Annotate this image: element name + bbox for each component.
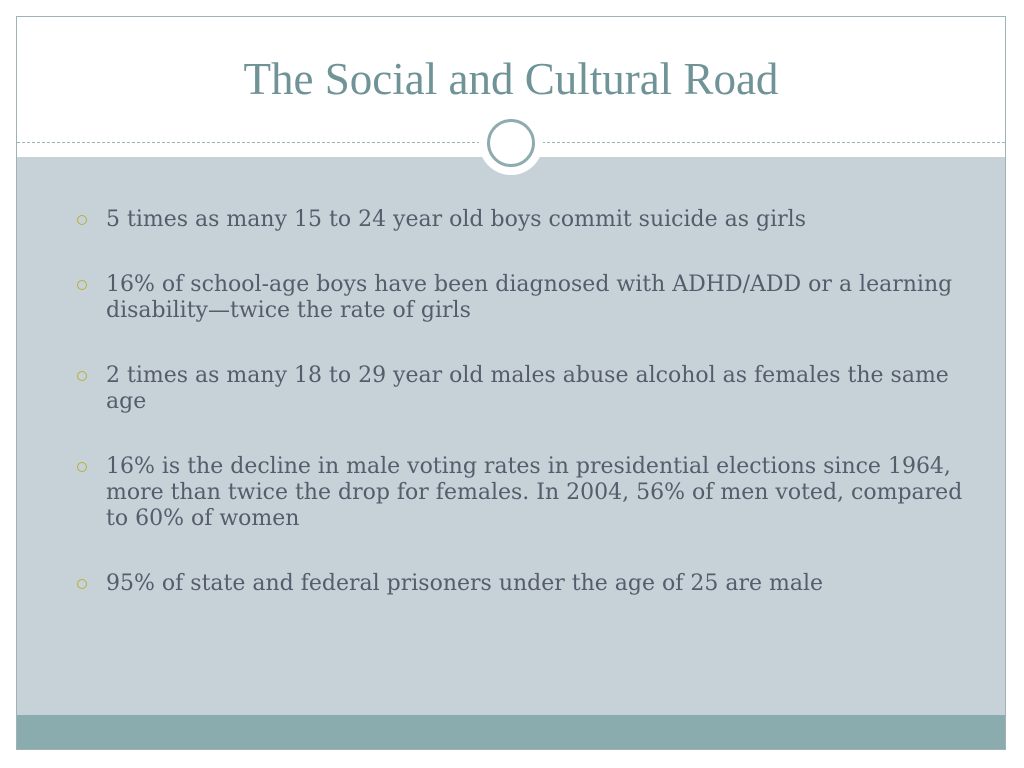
bullet-text: 16% is the decline in male voting rates in presidential elections since 1964, more than twice the drop for females. In 2004, 56% of men voted, compared to 60% of women	[106, 454, 963, 531]
slide-title: The Social and Cultural Road	[243, 54, 779, 104]
bullet-item	[77, 571, 977, 597]
hollow-circle-bullet-icon	[77, 280, 87, 290]
hollow-circle-bullet-icon	[77, 579, 87, 589]
bullet-text: 95% of state and federal prisoners under the age of 25 are male	[106, 571, 824, 596]
hollow-circle-bullet-icon	[77, 371, 87, 381]
bullet-text: 16% of school-age boys have been diagnosed with ADHD/ADD or a learning disability—twice the rate of girls	[106, 272, 953, 323]
circle-ornament-icon	[487, 119, 535, 167]
bullet-item	[77, 454, 977, 532]
hollow-circle-bullet-icon	[77, 215, 87, 225]
bullet-text: 2 times as many 18 to 29 year old males abuse alcohol as females the same age	[106, 363, 949, 414]
footer-bar	[17, 715, 1005, 749]
bullet-text: 5 times as many 15 to 24 year old boys commit suicide as girls	[106, 207, 806, 232]
bullet-item	[77, 207, 977, 233]
hollow-circle-bullet-icon	[77, 462, 87, 472]
bullet-item	[77, 363, 977, 415]
bullet-item	[77, 272, 977, 324]
bullet-list	[77, 207, 977, 636]
slide	[16, 16, 1006, 750]
